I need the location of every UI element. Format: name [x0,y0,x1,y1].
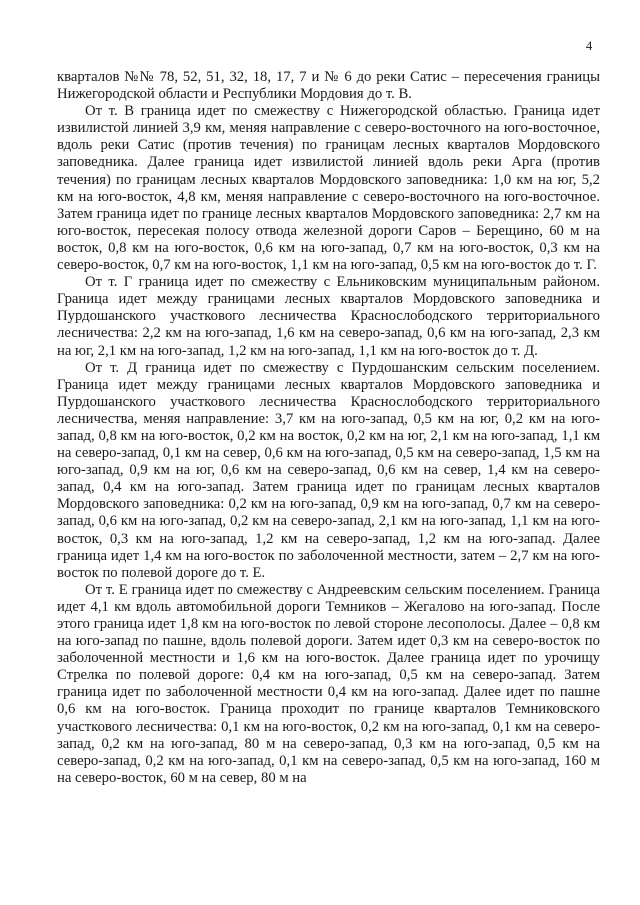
paragraph-section-g: От т. Г граница идет по смежеству с Ельниковским муниципальным районом. Граница идет между границами лесных кварталов Мордовского заповедника и Пурдошанского участкового лесничества Краснослободского территориального лесничества: 2,2 км на юго-запад, 1,6 км на северо-запад, 0,6 км на юго-запад, 2,3 км на юг, 2,1 км на юго-запад, 1,2 км на юго-запад, 1,1 км на юго-восток до т. Д. [57,274,600,359]
paragraph-section-v: От т. В граница идет по смежеству с Нижегородской областью. Граница идет извилистой линией 3,9 км, меняя направление с северо-восточного на юго-восточное, вдоль реки Сатис (против течения) по границам лесных кварталов Мордовского заповедника. Далее граница идет извилистой линией вдоль реки Арга (против течения) по границам лесных кварталов Мордовского заповедника: 1,0 км на юг, 5,2 км на юго-восток, 4,8 км, меняя направление с северо-восточного на юго-восточное. Затем граница идет по границе лесных кварталов Мордовского заповедника: 2,7 км на юго-восток, пересекая полосу отвода железной дороги Саров – Берещино, 60 м на восток, 0,8 км на юго-восток, 0,6 км на юго-запад, 0,7 км на юго-восток, 0,3 км на северо-восток, 0,7 км на юго-восток, 1,1 км на юго-запад, 0,5 км на юго-восток до т. Г. [57,103,600,274]
paragraph-section-d: От т. Д граница идет по смежеству с Пурдошанским сельским поселением. Граница идет между границами лесных кварталов Мордовского заповедника и Пурдошанского участкового лесничества Краснослободского территориального лесничества, меняя направление: 3,7 км на юго-запад, 0,5 км на юг, 0,2 км на юго-запад, 0,8 км на юго-восток, 0,2 км на восток, 0,2 км на юг, 2,1 км на юго-запад, 1,1 км на северо-запад, 0,1 км на север, 0,6 км на юго-запад, 0,5 км на северо-запад, 1,5 км на юго-запад, 0,9 км на юг, 0,6 км на северо-запад, 0,6 км на север, 1,4 км на северо-запад, 0,4 км на юго-запад. Затем граница идет по границам лесных кварталов Мордовского заповедника: 0,2 км на юго-запад, 0,9 км на юго-запад, 0,7 км на северо-запад, 0,6 км на юго-запад, 0,2 км на северо-запад, 2,1 км на юго-запад, 1,1 км на юго-восток, 0,3 км на юго-запад, 1,2 км на северо-запад, 1,2 км на юго-запад. Далее граница идет 1,4 км на юго-восток по заболоченной местности, затем – 2,7 км на юго-восток по полевой дороге до т. Е. [57,359,600,581]
paragraph-section-e: От т. Е граница идет по смежеству с Андреевским сельским поселением. Граница идет 4,1 км вдоль автомобильной дороги Темников – Жегалово на юго-запад. После этого граница идет 1,8 км на юго-восток по левой стороне лесополосы. Далее – 0,8 км на юго-запад по пашне, вдоль полевой дороги. Затем идет 0,3 км на северо-восток по заболоченной местности и 1,6 км на юго-восток. Далее граница идет по урочищу Стрелка по полевой дороге: 0,4 км на юго-запад, 0,5 км на северо-запад. Затем граница идет по заболоченной местности 0,4 км на юго-запад. Далее идет по пашне 0,6 км на юго-восток. Граница проходит по границе кварталов Темниковского участкового лесничества: 0,1 км на юго-восток, 0,2 км на юго-запад, 0,1 км на северо-запад, 0,2 км на юго-запад, 80 м на северо-запад, 0,3 км на юго-запад, 0,5 км на северо-запад, 0,2 км на юго-запад, 0,1 км на северо-запад, 0,5 км на юго-запад, 160 м на северо-восток, 60 м на север, 80 м на [57,581,600,786]
page-number: 4 [586,39,593,53]
document-body [57,69,600,787]
paragraph-continuation: кварталов №№ 78, 52, 51, 32, 18, 17, 7 и № 6 до реки Сатис – пересечения границы Нижегородской области и Республики Мордовия до т. В. [57,69,600,103]
